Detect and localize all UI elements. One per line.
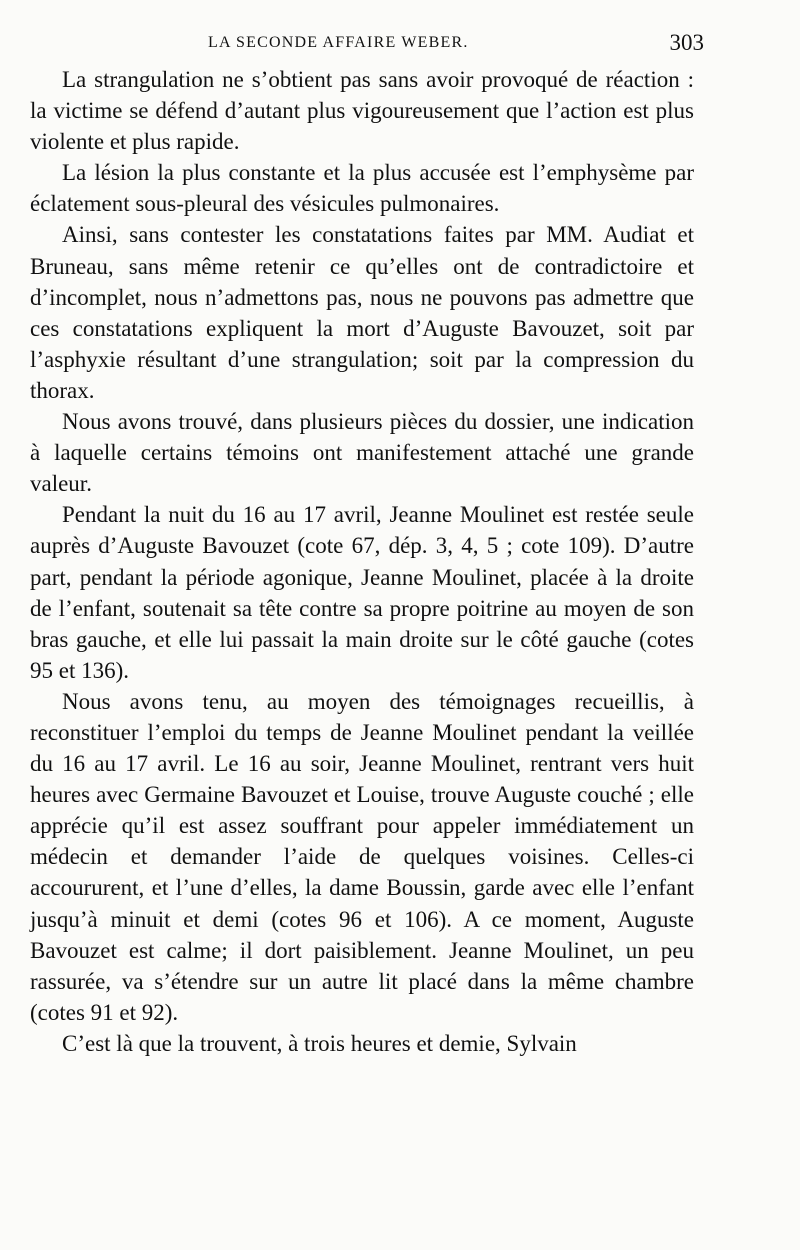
paragraph-constatations: Ainsi, sans contester les constatations faites par MM. Audiat et Bruneau, sans même retenir ce qu’elles ont de contradictoire et d’incomplet, nous n’admettons pas, nous ne pouvons pas admettre que ces constatations expliquent la mort d’Auguste Bavouzet, soit par l’asphyxie résultant d’une strangulation; soit par la compression du thorax. — [30, 222, 694, 403]
page-number: 303 — [669, 30, 704, 55]
paragraph-emploi-du-temps: Nous avons tenu, au moyen des témoignages recueillis, à reconstituer l’emploi du temps de Jeanne Moulinet pendant la veillée du 16 au 17 avril. Le 16 au soir, Jeanne Moulinet, rentrant vers huit heures avec Germaine Bavouzet et Louise, trouve Auguste couché ; elle apprécie qu’il est assez souffrant pour appeler immédiatement un médecin et demander l’aide de quelques voisines. Celles-ci accoururent, et l’une d’elles, la dame Boussin, garde avec elle l’enfant jusqu’à minuit et demi (cotes 96 et 106). A ce moment, Auguste Bavouzet est calme; il dort paisiblement. Jeanne Moulinet, un peu rassurée, va s’étendre sur un autre lit placé dans la même chambre (cotes 91 et 92). — [30, 688, 694, 1025]
running-head — [0, 30, 800, 60]
paragraph-nuit-16-17-avril: Pendant la nuit du 16 au 17 avril, Jeanne Moulinet est restée seule auprès d’Auguste Bavouzet (cote 67, dép. 3, 4, 5 ; cote 109). D’autre part, pendant la période agonique, Jeanne Moulinet, placée à la droite de l’enfant, soutenait sa tête contre sa propre poitrine au moyen de son bras gauche, et elle lui passait la main droite sur le côté gauche (cotes 95 et 136). — [30, 502, 694, 683]
paragraph-indication: Nous avons trouvé, dans plusieurs pièces du dossier, une indication à laquelle certains témoins ont manifestement attaché une grande valeur. — [30, 409, 694, 497]
paragraph-emphyseme: La lésion la plus constante et la plus accusée est l’emphysème par éclatement sous-pleural des vésicules pulmonaires. — [30, 160, 694, 217]
running-title: LA SECONDE AFFAIRE WEBER. — [208, 34, 469, 51]
body-text — [30, 64, 694, 1059]
paragraph-strangulation: La strangulation ne s’obtient pas sans avoir provoqué de réaction : la victime se défend d’autant plus vigoureusement que l’action est plus violente et plus rapide. — [30, 67, 694, 155]
paragraph-trois-heures: C’est là que la trouvent, à trois heures et demie, Sylvain — [62, 1030, 577, 1056]
